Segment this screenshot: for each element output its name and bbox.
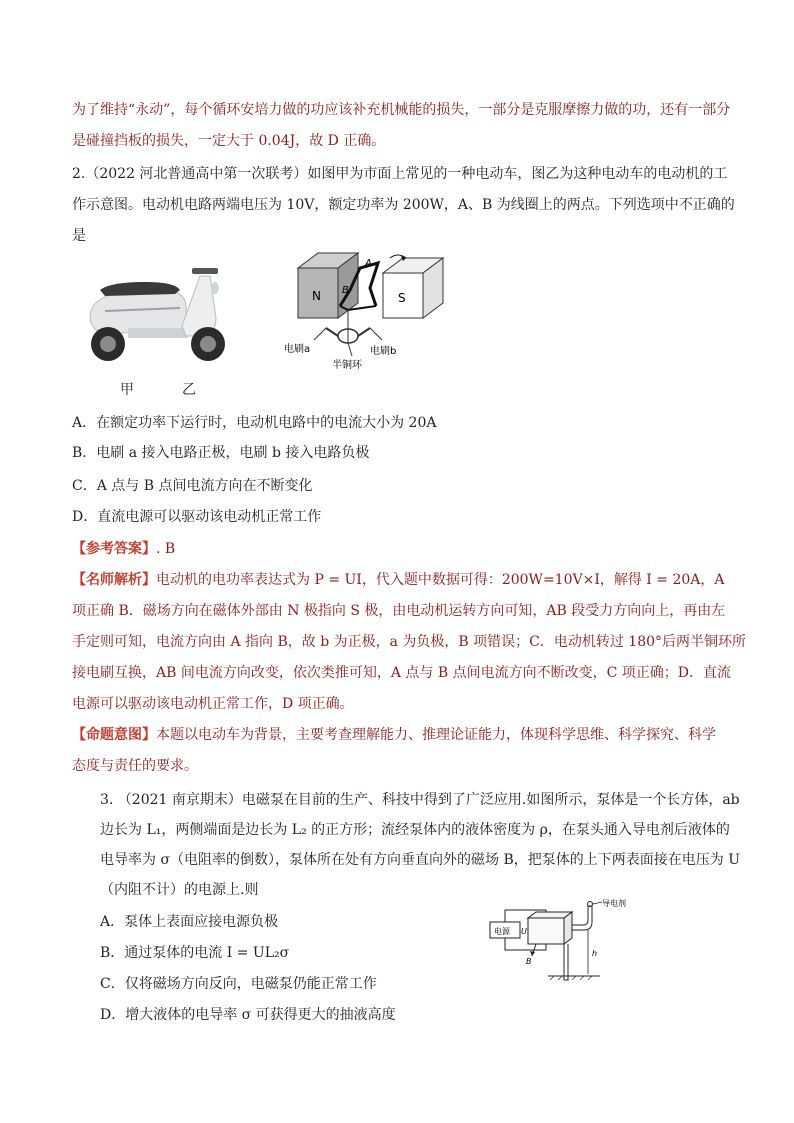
label-h: h <box>592 949 598 958</box>
scooter-image <box>70 256 240 371</box>
q2-analysis-line-3: 手定则可知，电流方向由 A 指向 B，故 b 为正极，a 为负极，B 项错误；C．电动机转过 180°后两半铜环所 <box>72 634 747 650</box>
label-brush-b: 电刷b <box>370 346 397 357</box>
q2-analysis-line-2: 项正确 B．磁场方向在磁体外部由 N 极指向 S 极，由电动机运转方向可知，AB 段受力方向向上，再由左 <box>72 603 726 619</box>
q3-stem-line-4: （内阻不计）的电源上.则 <box>100 882 259 898</box>
answer-value: . B <box>156 541 176 557</box>
label-U: U <box>521 927 527 936</box>
q2-stem-line-3: 是 <box>72 228 86 244</box>
q2-option-c: C．A 点与 B 点间电流方向在不断变化 <box>72 478 313 494</box>
q1-tail-line-2: 是碰撞挡板的损失，一定大于 0.04J，故 D 正确。 <box>72 133 386 149</box>
intent-text-1: 本题以电动车为背景，主要考查理解能力、推理论证能力，体现科学思维、科学探究、科学 <box>156 727 716 743</box>
q3-option-c: C．仅将磁场方向反向，电磁泵仍能正常工作 <box>100 976 377 992</box>
label-B-field: B <box>526 957 532 966</box>
q2-option-a: A．在额定功率下运行时，电动机电路中的电流大小为 20A <box>72 415 437 431</box>
q2-intent-line-2: 态度与责任的要求。 <box>72 758 198 774</box>
q2-analysis-line-4: 接电刷互换，AB 间电流方向改变，依次类推可知，A 点与 B 点间电流方向不断改变，C 项正确；D．直流 <box>72 665 731 681</box>
label-agent: 导电剂 <box>602 899 626 908</box>
q2-option-b: B．电刷 a 接入电路正极，电刷 b 接入电路负极 <box>72 445 370 461</box>
q3-stem-line-2: 边长为 L₁，两侧端面是边长为 L₂ 的正方形；流经泵体内的液体密度为 ρ，在泵头通入导电剂后液体的 <box>100 822 730 838</box>
label-power: 电源 <box>494 927 510 936</box>
analysis-text-1: 电动机的电功率表达式为 P = UI，代入题中数据可得：200W=10V×I，解得 I = 20A，A <box>156 572 725 588</box>
q2-option-d: D．直流电源可以驱动该电动机正常工作 <box>72 509 322 525</box>
intent-tag: 【命题意图】 <box>72 727 156 743</box>
label-B: B <box>342 285 349 296</box>
q2-analysis-line-5: 电源可以驱动该电动机正常工作，D 项正确。 <box>72 696 354 712</box>
label-ring: 半铜环 <box>332 360 362 371</box>
q2-stem-line-2: 作示意图。电动机电路两端电压为 10V，额定功率为 200W，A、B 为线圈上的两点。下列选项中不正确的 <box>72 197 735 213</box>
q2-analysis-line-1 <box>72 570 725 590</box>
pump-diagram <box>488 899 626 985</box>
label-brush-a: 电刷a <box>284 344 311 355</box>
q3-stem-line-3: 电导率为 σ（电阻率的倒数），泵体所在处有方向垂直向外的磁场 B，把泵体的上下两表面接在电压为 U <box>100 852 740 868</box>
q2-stem-line-1: 2.（2022 河北普通高中第一次联考）如图甲为市面上常见的一种电动车，图乙为这种电动车的电动机的工 <box>72 166 728 182</box>
q3-option-a: A．泵体上表面应接电源负极 <box>100 914 279 930</box>
q3-option-d: D．增大液体的电导率 σ 可获得更大的抽液高度 <box>100 1007 396 1023</box>
label-A: A <box>365 258 372 269</box>
q1-tail-line-1: 为了维持“永动”，每个循环安培力做的功应该补充机械能的损失，一部分是克服摩擦力做的功，还有一部分 <box>72 102 731 118</box>
fig-label-jia: 甲 <box>120 382 134 398</box>
analysis-tag: 【名师解析】 <box>72 572 156 588</box>
label-S: S <box>398 291 406 305</box>
q2-intent-line-1 <box>72 725 716 745</box>
q3-option-b: B．通过泵体的电流 I = UL₂σ <box>100 945 290 961</box>
fig-label-yi: 乙 <box>182 382 196 398</box>
q3-stem-line-1: 3. （2021 南京期末）电磁泵在目前的生产、科技中得到了广泛应用.如图所示，泵体是一个长方体，ab <box>100 792 740 808</box>
q2-answer-line <box>72 539 175 559</box>
label-N: N <box>312 289 321 303</box>
motor-diagram <box>278 248 468 373</box>
answer-tag: 【参考答案】 <box>72 541 156 557</box>
